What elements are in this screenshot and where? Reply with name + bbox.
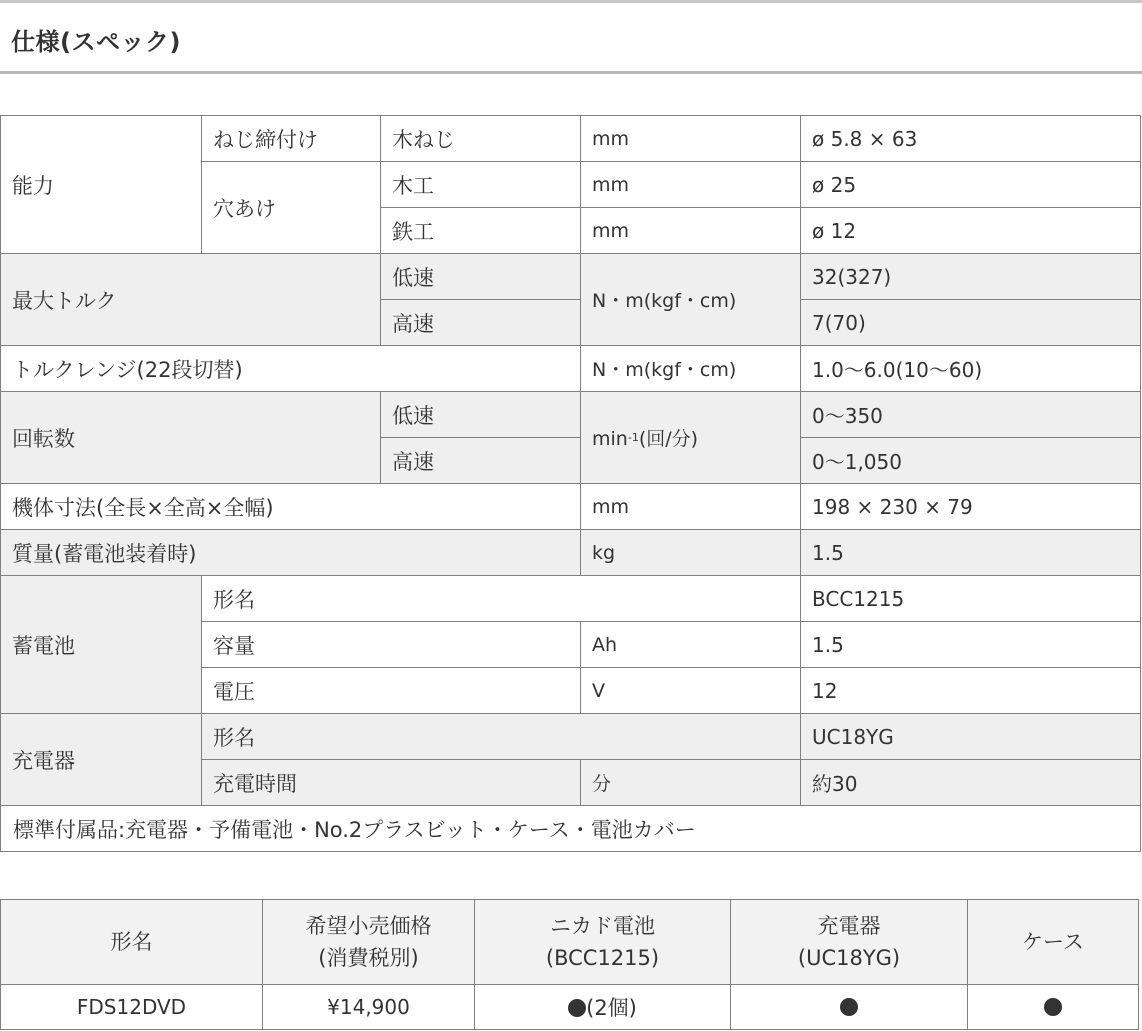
torque-range-value: 1.0〜6.0(10〜60): [801, 346, 1141, 392]
screw-value: ø 5.8 × 63: [801, 116, 1141, 162]
drill-wood-item: 木工: [381, 162, 581, 208]
rpm-unit-exponent: -1: [627, 431, 639, 444]
row-battery-note: (2個): [586, 996, 637, 1020]
rpm-unit-base: min: [592, 428, 628, 450]
header-price: [263, 900, 475, 985]
battery-voltage-item: 電圧: [202, 668, 581, 714]
charger-label: 充電器: [1, 714, 202, 806]
rpm-high-value: 0〜1,050: [801, 438, 1141, 484]
spec-table: [0, 115, 1141, 852]
header-model: 形名: [1, 900, 263, 985]
rpm-low-value: 0〜350: [801, 392, 1141, 438]
torque-range-label: トルクレンジ(22段切替): [1, 346, 581, 392]
price-table: [0, 899, 1139, 1030]
screw-label: ねじ締付け: [202, 116, 381, 162]
section-title: 仕様(スペック): [11, 28, 181, 56]
header-case: ケース: [968, 900, 1139, 985]
accessories-text: 標準付属品:充電器・予備電池・No.2プラスビット・ケース・電池カバー: [1, 806, 1141, 852]
rpm-label: 回転数: [1, 392, 381, 484]
battery-capacity-value: 1.5: [801, 622, 1141, 668]
rpm-unit: [581, 392, 801, 484]
row-model: FDS12DVD: [1, 985, 263, 1030]
mass-label: 質量(蓄電池装着時): [1, 530, 581, 576]
row-charger: [731, 985, 968, 1030]
dimensions-label: 機体寸法(全長×全高×全幅): [1, 484, 581, 530]
drill-wood-unit: mm: [581, 162, 801, 208]
header-charger-line1: 充電器: [817, 914, 881, 938]
header-price-line2: (消費税別): [318, 946, 419, 970]
dimensions-unit: mm: [581, 484, 801, 530]
max-torque-low-item: 低速: [381, 254, 581, 300]
charger-time-item: 充電時間: [202, 760, 581, 806]
drill-label: 穴あけ: [202, 162, 381, 254]
battery-capacity-item: 容量: [202, 622, 581, 668]
header-battery-line2: (BCC1215): [545, 946, 660, 970]
battery-voltage-value: 12: [801, 668, 1141, 714]
drill-wood-value: ø 25: [801, 162, 1141, 208]
header-battery: [475, 900, 731, 985]
mass-value: 1.5: [801, 530, 1141, 576]
battery-model-value: BCC1215: [801, 576, 1141, 622]
header-charger-line2: (UC18YG): [797, 946, 901, 970]
mass-unit: kg: [581, 530, 801, 576]
battery-label: 蓄電池: [1, 576, 202, 714]
included-dot-icon: [840, 998, 858, 1016]
table-row: [1, 985, 1139, 1030]
charger-time-value: 約30: [801, 760, 1141, 806]
included-dot-icon: [1044, 998, 1062, 1016]
screw-unit: mm: [581, 116, 801, 162]
capacity-label: 能力: [1, 116, 202, 254]
header-charger: [731, 900, 968, 985]
drill-steel-value: ø 12: [801, 208, 1141, 254]
battery-voltage-unit: V: [581, 668, 801, 714]
charger-model-value: UC18YG: [801, 714, 1141, 760]
rpm-high-item: 高速: [381, 438, 581, 484]
max-torque-label: 最大トルク: [1, 254, 381, 346]
row-price: ¥14,900: [263, 985, 475, 1030]
charger-model-item: 形名: [202, 714, 801, 760]
charger-time-unit: 分: [581, 760, 801, 806]
torque-range-unit: N・m(kgf・cm): [581, 346, 801, 392]
row-case: [968, 985, 1139, 1030]
max-torque-low-value: 32(327): [801, 254, 1141, 300]
battery-capacity-unit: Ah: [581, 622, 801, 668]
header-price-line1: 希望小売価格: [305, 914, 432, 938]
drill-steel-unit: mm: [581, 208, 801, 254]
max-torque-high-item: 高速: [381, 300, 581, 346]
drill-steel-item: 鉄工: [381, 208, 581, 254]
screw-item: 木ねじ: [381, 116, 581, 162]
dimensions-value: 198 × 230 × 79: [801, 484, 1141, 530]
included-dot-icon: [568, 999, 586, 1017]
rpm-unit-suffix: (回/分): [638, 428, 699, 450]
max-torque-unit: N・m(kgf・cm): [581, 254, 801, 346]
header-battery-line1: ニカド電池: [550, 914, 655, 938]
rpm-low-item: 低速: [381, 392, 581, 438]
battery-model-item: 形名: [202, 576, 801, 622]
section-header: [0, 0, 1142, 74]
max-torque-high-value: 7(70): [801, 300, 1141, 346]
row-battery: [475, 985, 731, 1030]
